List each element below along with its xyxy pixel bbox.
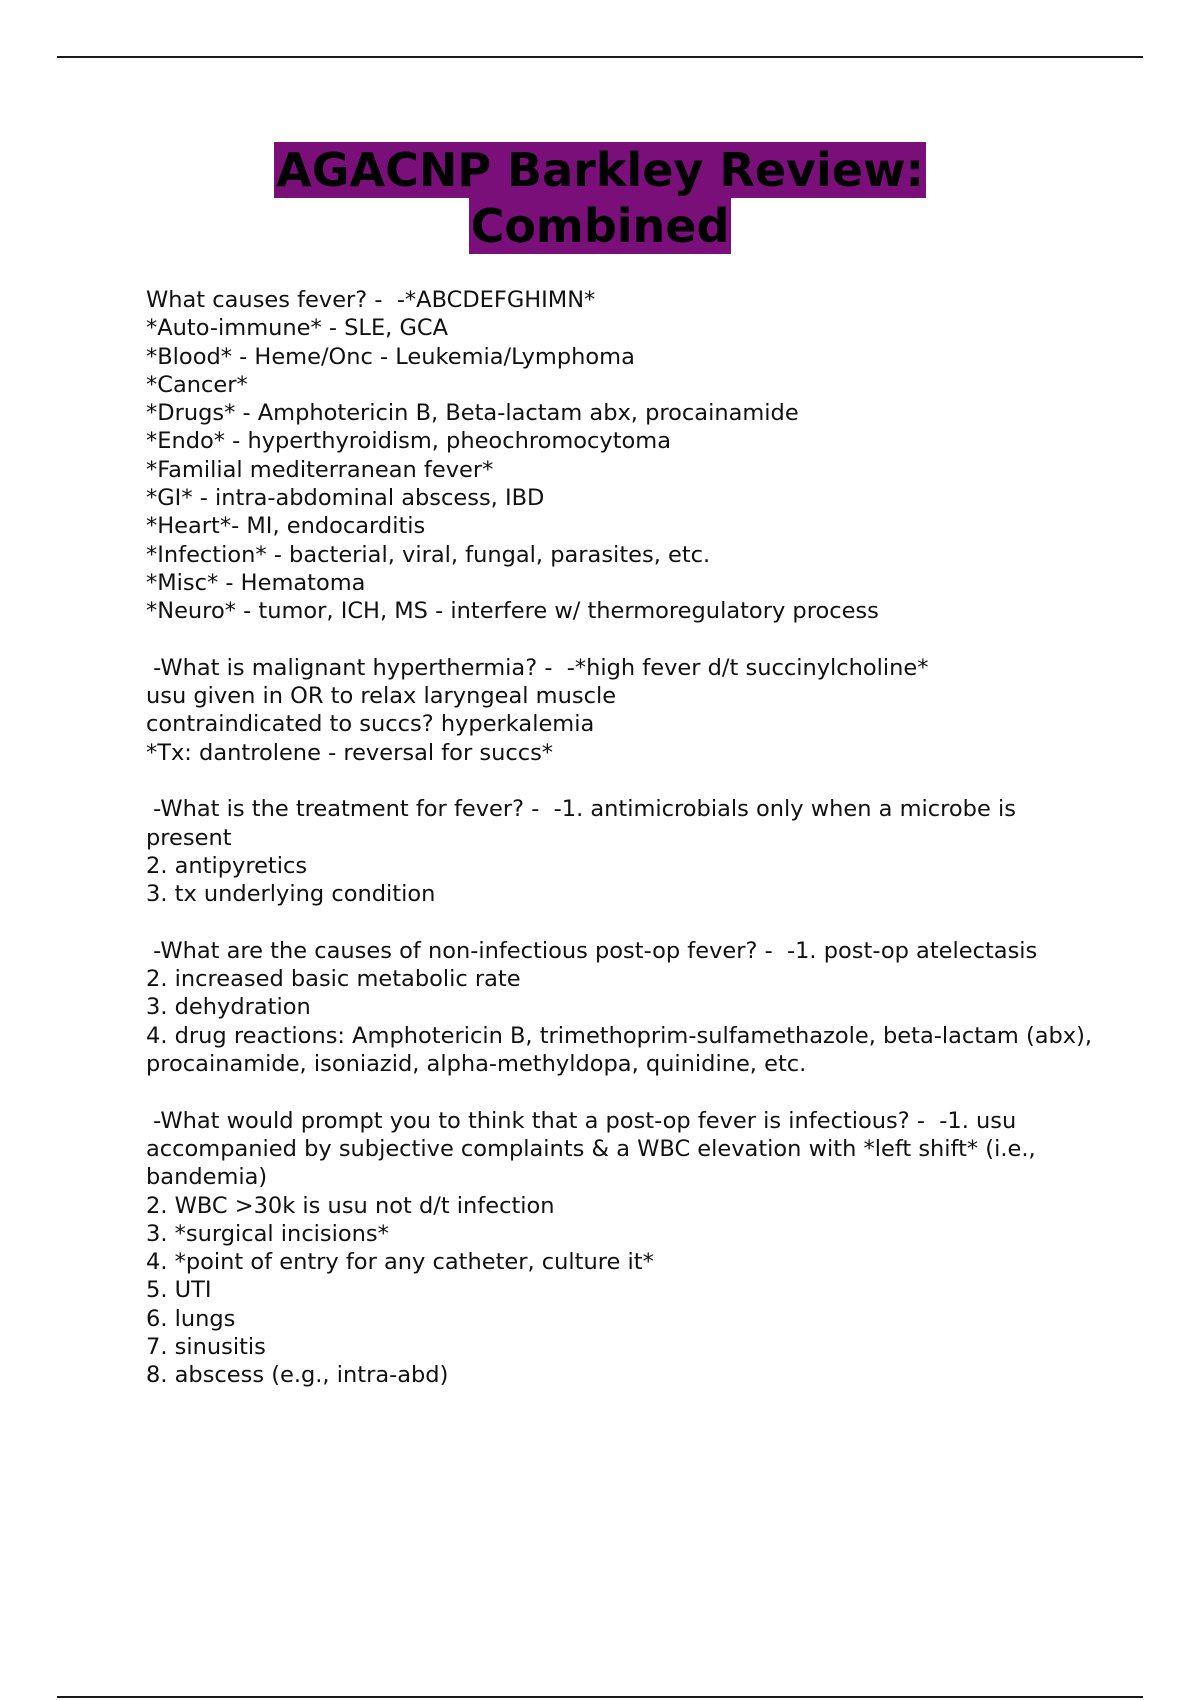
text-line: 2. WBC >30k is usu not d/t infection [146,1192,555,1219]
text-line: 7. sinusitis [146,1333,266,1360]
text-line: 2. antipyretics [146,852,308,879]
text-line: 2. increased basic metabolic rate [146,966,521,993]
text-line: *Auto-immune* - SLE, GCA [146,315,449,342]
title-line-2: Combined [470,199,730,253]
text-line: -What are the causes of non-infectious post-op fever? - -1. post-op atelectasis [146,937,1038,964]
text-line: 5. UTI [146,1277,212,1304]
text-line: *Heart*- MI, endocarditis [146,513,426,540]
text-line: *Familial mediterranean fever* [146,456,494,483]
text-line: -What is malignant hyperthermia? - -*high fever d/t succinylcholine* [146,654,929,681]
qa-section-fever-causes [146,286,1096,626]
text-line: 8. abscess (e.g., intra-abd) [146,1362,449,1389]
text-line: *Drugs* - Amphotericin B, Beta-lactam abx, procainamide [146,400,799,427]
document-title [0,142,1200,254]
text-line: contraindicated to succs? hyperkalemia [146,711,595,738]
text-line: 3. *surgical incisions* [146,1220,389,1247]
text-line: 3. dehydration [146,994,311,1021]
text-line: usu given in OR to relax laryngeal muscle [146,683,617,710]
text-line: 4. *point of entry for any catheter, culture it* [146,1249,654,1276]
header-rule [57,56,1143,58]
text-line: *Blood* - Heme/Onc - Leukemia/Lymphoma [146,343,635,370]
text-line: *Cancer* [146,371,248,398]
text-line: 6. lungs [146,1305,236,1332]
text-line: 4. drug reactions: Amphotericin B, trimethoprim-sulfamethazole, beta-lactam (abx), procainamide, isoniazid, alpha-methyldopa, quinidine, etc. [146,1022,1100,1078]
text-line: *Misc* - Hematoma [146,569,366,596]
text-line: *Tx: dantrolene - reversal for succs* [146,739,554,766]
footer-rule [57,1696,1143,1698]
qa-section-noninfectious-postop-fever [146,937,1100,1078]
text-line: *GI* - intra-abdominal abscess, IBD [146,485,545,512]
document-body [146,286,1100,1418]
qa-section-fever-treatment [146,795,1096,908]
qa-section-infectious-postop-fever [146,1107,1096,1390]
text-line: *Endo* - hyperthyroidism, pheochromocytoma [146,428,672,455]
text-line: 3. tx underlying condition [146,881,436,908]
title-line-1: AGACNP Barkley Review: [276,143,924,197]
text-line: *Infection* - bacterial, viral, fungal, parasites, etc. [146,541,711,568]
qa-section-malignant-hyperthermia [146,654,1096,767]
text-line: -What would prompt you to think that a post-op fever is infectious? - -1. usu accompanied by subjective complaints & a WBC elevation with *left shift* (i.e., bandemia) [146,1107,1043,1191]
text-line: *Neuro* - tumor, ICH, MS - interfere w/ thermoregulatory process [146,598,879,625]
text-line: -What is the treatment for fever? - -1. antimicrobials only when a microbe is present [146,796,1024,851]
text-line: What causes fever? - -*ABCDEFGHIMN* [146,287,596,313]
